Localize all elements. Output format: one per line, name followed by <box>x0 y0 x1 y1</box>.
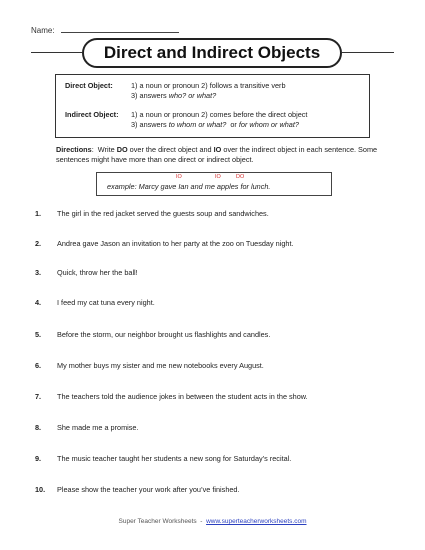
question-text: My mother buys my sister and me new notebooks every August. <box>57 361 264 370</box>
question-text: Please show the teacher your work after you’ve finished. <box>57 485 240 494</box>
io-keyword: IO <box>213 145 222 154</box>
question-text: The teachers told the audience jokes in between the student acts in the show. <box>57 392 308 401</box>
question-item <box>35 392 308 401</box>
direct-object-term: Direct Object: <box>65 81 113 90</box>
question-text: I feed my cat tuna every night. <box>57 298 155 307</box>
footer: Super Teacher Worksheets - www.superteacherworksheets.com <box>118 518 307 525</box>
question-number: 5. <box>35 330 42 339</box>
do-keyword: DO <box>116 145 128 154</box>
question-item <box>35 330 270 339</box>
direct-object-definition <box>65 81 286 101</box>
question-item <box>35 454 291 463</box>
footer-brand: Super Teacher Worksheets <box>118 518 197 525</box>
page-title: Direct and Indirect Objects <box>82 38 342 68</box>
question-number: 3. <box>35 268 42 277</box>
footer-link[interactable]: www.superteacherworksheets.com <box>206 518 307 525</box>
question-text: The music teacher taught her students a new song for Saturday’s recital. <box>57 454 292 463</box>
direct-object-line2: 3) answers who? or what? <box>131 91 217 100</box>
question-item <box>35 268 138 277</box>
question-text: Before the storm, our neighbor brought us flashlights and candles. <box>57 330 271 339</box>
indirect-object-term: Indirect Object: <box>65 110 119 119</box>
question-number: 7. <box>35 392 42 401</box>
question-number: 8. <box>35 423 42 432</box>
question-number: 9. <box>35 454 42 463</box>
name-field[interactable] <box>61 24 179 33</box>
name-row <box>31 24 179 35</box>
name-label: Name: <box>31 26 55 35</box>
title-rule-left <box>31 52 82 53</box>
indirect-object-line1: 1) a noun or pronoun 2) comes before the direct object <box>131 110 308 119</box>
question-number: 10. <box>35 485 46 494</box>
question-text: Andrea gave Jason an invitation to her party at the zoo on Tuesday night. <box>57 239 294 248</box>
question-item <box>35 298 155 307</box>
question-number: 2. <box>35 239 42 248</box>
title-rule-right <box>342 52 394 53</box>
example-mark-io-1: IO <box>176 174 182 180</box>
question-item <box>35 209 269 218</box>
example-box <box>96 172 332 196</box>
indirect-object-line2: 3) answers to whom or what? or for whom or what? <box>131 120 299 129</box>
example-mark-do: DO <box>236 174 245 180</box>
question-item <box>35 423 139 432</box>
direct-object-line1: 1) a noun or pronoun 2) follows a transitive verb <box>131 81 286 90</box>
question-number: 4. <box>35 298 42 307</box>
question-number: 1. <box>35 209 42 218</box>
question-text: The girl in the red jacket served the guests soup and sandwiches. <box>57 209 269 218</box>
definitions-box <box>55 74 370 138</box>
question-item <box>35 485 240 494</box>
indirect-object-definition <box>65 110 307 130</box>
question-item <box>35 239 294 248</box>
directions: Directions: Write DO over the direct object and IO over the indirect object in each sentence. Some sentences might have more than one direct or indirect object. <box>56 145 378 164</box>
question-text: Quick, throw her the ball! <box>57 268 138 277</box>
question-text: She made me a promise. <box>57 423 139 432</box>
example-sentence: example: Marcy gave Ian and me apples for lunch. <box>107 182 271 191</box>
question-item <box>35 361 264 370</box>
question-number: 6. <box>35 361 42 370</box>
example-mark-io-2: IO <box>215 174 221 180</box>
directions-label: Directions <box>56 145 92 154</box>
